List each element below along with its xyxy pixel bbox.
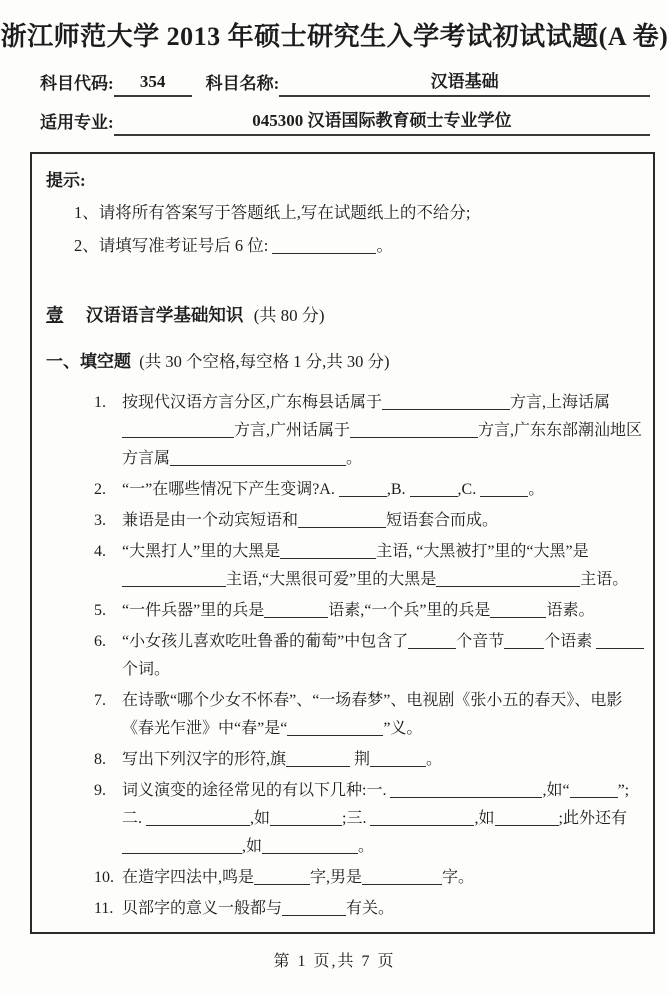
question-number: 3. <box>94 512 106 529</box>
question-row <box>94 538 647 594</box>
section-number: 壹 <box>46 305 64 325</box>
fill-blank <box>287 719 383 736</box>
question-text: 按现代汉语方言分区,广东梅县话属于 方言,上海话属方言,广州话属于 方言,广东东部潮汕地区方言属 。 <box>122 394 643 467</box>
subsection-title: 一、填空题 <box>46 352 131 371</box>
question-text: 词义演变的途径常见的有以下几种:一. ,如“ ”;二. ,如 ;三. ,如 ;此外还有,如 。 <box>122 782 630 855</box>
notice-block <box>46 166 647 262</box>
question-number: 10. <box>94 869 114 886</box>
fill-blank <box>408 632 456 649</box>
question-row <box>94 895 647 923</box>
subject-name-label: 科目名称: <box>205 74 280 93</box>
page-footer: 第 1 页,共 7 页 <box>273 953 396 970</box>
question-number: 7. <box>94 692 106 709</box>
question-number: 1. <box>94 394 106 411</box>
fill-blank <box>339 480 387 497</box>
notice-item-1: 1、请将所有答案写于答题纸上,写在试题纸上的不给分; <box>74 203 471 222</box>
question-number: 8. <box>94 751 106 768</box>
fill-blank <box>596 632 644 649</box>
fill-blank <box>495 809 559 826</box>
fill-blank <box>570 781 618 798</box>
fill-blank <box>270 809 342 826</box>
notice-label: 提示: <box>46 171 86 190</box>
fill-blank <box>390 781 542 798</box>
page-title: 浙江师范大学 2013 年硕士研究生入学考试初试试题(A 卷) <box>0 22 669 51</box>
question-row <box>94 628 647 684</box>
fill-blank <box>490 601 546 618</box>
major-value: 045300 汉语国际教育硕士专业学位 <box>114 106 650 136</box>
fill-blank <box>170 449 346 466</box>
question-text: “大黑打人”里的大黑是 主语, “大黑被打”里的“大黑”是主语,“大黑很可爱”里的大黑是 主语。 <box>122 543 629 588</box>
fill-blank <box>272 237 376 255</box>
question-number: 6. <box>94 633 106 650</box>
fill-blank <box>410 480 458 497</box>
subject-row <box>40 67 650 97</box>
fill-blank <box>262 837 358 854</box>
fill-blank <box>122 570 226 587</box>
subsection-note: (共 30 个空格,每空格 1 分,共 30 分) <box>139 352 390 371</box>
notice-item-2: 2、请填写准考证号后 6 位: 。 <box>74 236 393 255</box>
fill-blank <box>282 899 346 916</box>
question-text: “一”在哪些情况下产生变调?A. ,B. ,C. 。 <box>122 481 545 498</box>
major-row <box>40 106 650 136</box>
question-row <box>94 746 647 774</box>
fill-blank <box>286 750 350 767</box>
question-text: “一件兵器”里的兵是 语素,“一个兵”里的兵是 语素。 <box>122 602 595 619</box>
fill-blank <box>280 542 376 559</box>
subject-code-label: 科目代码: <box>40 74 114 93</box>
fill-blank <box>382 393 510 410</box>
question-row <box>94 507 647 535</box>
fill-blank <box>254 868 310 885</box>
question-number: 5. <box>94 602 106 619</box>
subject-name-value: 汉语基础 <box>279 67 650 97</box>
question-text: “小女孩儿喜欢吃吐鲁番的葡萄”中包含了 个音节 个语素 个词。 <box>122 628 647 684</box>
section-score: (共 80 分) <box>253 306 325 325</box>
fill-blank <box>122 421 234 438</box>
question-row <box>94 864 647 892</box>
question-text: 贝部字的意义一般都与 有关。 <box>122 900 395 917</box>
question-row <box>94 476 647 504</box>
fill-blank <box>370 750 426 767</box>
question-number: 2. <box>94 481 106 498</box>
question-number: 4. <box>94 543 106 560</box>
question-number: 11. <box>94 900 114 917</box>
fill-blank <box>122 837 242 854</box>
fill-blank <box>146 809 250 826</box>
question-text: 在造字四法中,鸣是 字,男是 字。 <box>122 869 475 886</box>
fill-blank <box>350 421 478 438</box>
question-text: 写出下列汉字的形符,旗 荆 。 <box>122 751 443 768</box>
fill-blank <box>480 480 528 497</box>
subject-code-value: 354 <box>114 72 192 97</box>
subsection-heading <box>46 347 647 377</box>
question-row <box>94 687 647 743</box>
question-text: 兼语是由一个动宾短语和 短语套合而成。 <box>122 512 499 529</box>
question-text: 在诗歌“哪个少女不怀春”、“一场春梦”、电视剧《张小五的春天》、电影《春光乍泄》中“春”是“ ”义。 <box>122 692 623 737</box>
question-number: 9. <box>94 782 106 799</box>
fill-blank <box>370 809 474 826</box>
question-row <box>94 597 647 625</box>
header-fields <box>40 67 650 136</box>
fill-blank <box>436 570 580 587</box>
fill-blank <box>264 601 328 618</box>
fill-blank <box>504 632 544 649</box>
fill-blank <box>362 868 442 885</box>
question-row <box>94 777 647 861</box>
question-list <box>94 389 647 923</box>
major-label: 适用专业: <box>40 113 114 132</box>
section-heading <box>46 300 647 331</box>
section-title: 汉语语言学基础知识 <box>85 305 244 325</box>
exam-body-box <box>30 152 655 934</box>
fill-blank <box>298 511 386 528</box>
question-row <box>94 389 647 473</box>
